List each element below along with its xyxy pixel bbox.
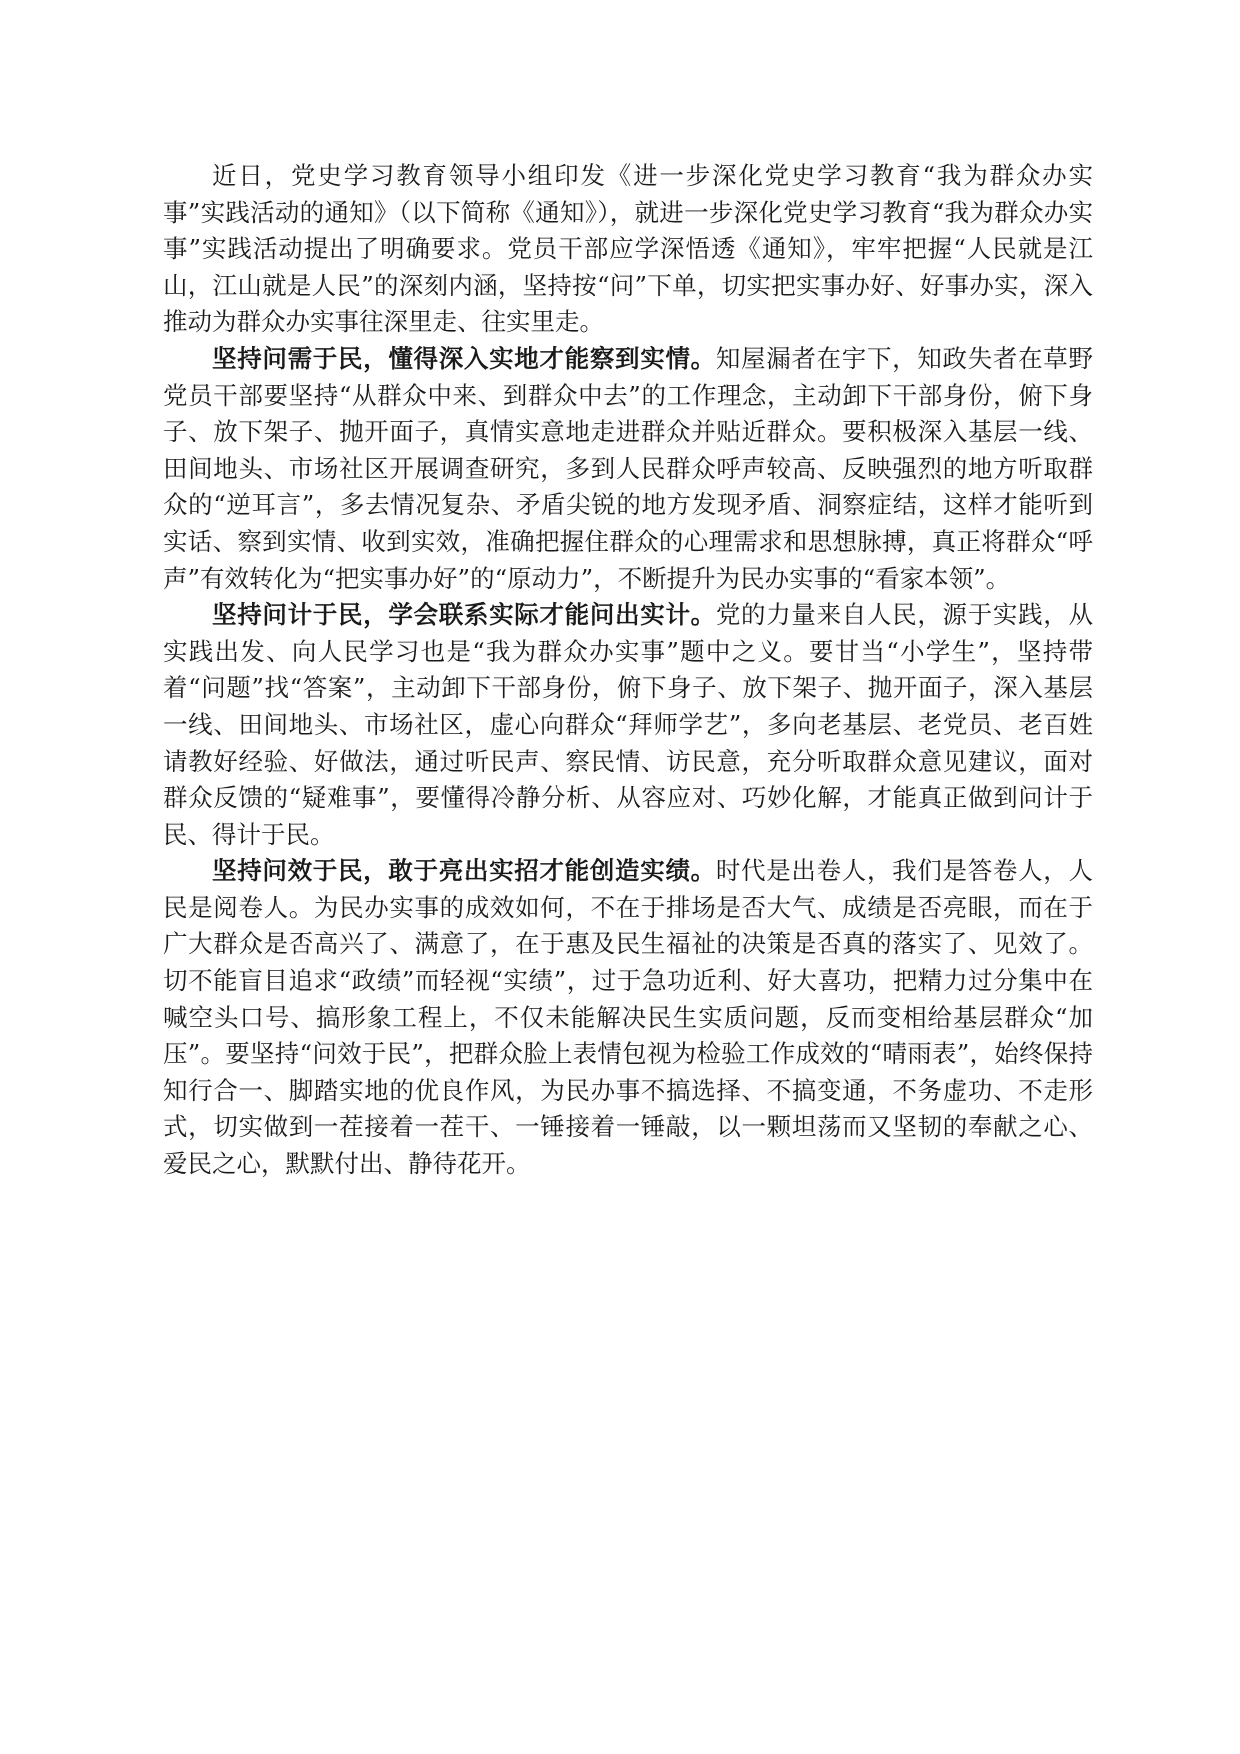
paragraph-text: 党的力量来自人民，源于实践，从实践出发、向人民学习也是“我为群众办实事”题中之义。要甘当“小学生”，坚持带着“问题”找“答案”，主动卸下干部身份，俯下身子、放下架子、抛开面子，深入基层一线、田间地头、市场社区，虚心向群众“拜师学艺”，多向老基层、老党员、老百姓请教好经验、好做法，通过听民声、察民情、访民意，充分听取群众意见建议，面对群众反馈的“疑难事”，要懂得冷静分析、从容应对、巧妙化解，才能真正做到问计于民、得计于民。 <box>163 600 1094 849</box>
paragraph-intro <box>163 158 1093 341</box>
article-body <box>163 158 1093 1183</box>
paragraph-ask-needs <box>163 341 1093 597</box>
paragraph-text: 知屋漏者在宇下，知政失者在草野党员干部要坚持“从群众中来、到群众中去”的工作理念，主动卸下干部身份，俯下身子、放下架子、抛开面子，真情实意地走进群众并贴近群众。要积极深入基层一线、田间地头、市场社区开展调查研究，多到人民群众呼声较高、反映强烈的地方听取群众的“逆耳言”，多去情况复杂、矛盾尖锐的地方发现矛盾、洞察症结，这样才能听到实话、察到实情、收到实效，准确把握住群众的心理需求和思想脉搏，真正将群众“呼声”有效转化为“把实事办好”的“原动力”，不断提升为民办实事的“看家本领”。 <box>163 343 1094 593</box>
paragraph-text: 近日，党史学习教育领导小组印发《进一步深化党史学习教育“我为群众办实事”实践活动的通知》（以下简称《通知》），就进一步深化党史学习教育“我为群众办实事”实践活动提出了明确要求。党员干部应学深悟透《通知》，牢牢把握“人民就是江山，江山就是人民”的深刻内涵，坚持按“问”下单，切实把实事办好、好事办实，深入推动为群众办实事往深里走、往实里走。 <box>163 161 1093 337</box>
paragraph-lead: 坚持问效于民，敢于亮出实招才能创造实绩。 <box>212 856 716 886</box>
paragraph-lead: 坚持问需于民，懂得深入实地才能察到实情。 <box>212 343 716 373</box>
paragraph-ask-results <box>163 853 1093 1182</box>
paragraph-ask-plans <box>163 597 1093 853</box>
paragraph-text: 时代是出卷人，我们是答卷人，人民是阅卷人。为民办实事的成效如何，不在于排场是否大气、成绩是否亮眼，而在于广大群众是否高兴了、满意了，在于惠及民生福祉的决策是否真的落实了、见效了。切不能盲目追求“政绩”而轻视“实绩”，过于急功近利、好大喜功，把精力过分集中在喊空头口号、搞形象工程上，不仅未能解决民生实质问题，反而变相给基层群众“加压”。要坚持“问效于民”，把群众脸上表情包视为检验工作成效的“晴雨表”，始终保持知行合一、脚踏实地的优良作风，为民办事不搞选择、不搞变通，不务虚功、不走形式，切实做到一茬接着一茬干、一锤接着一锤敲，以一颗坦荡而又坚韧的奉献之心、爱民之心，默默付出、静待花开。 <box>163 856 1094 1179</box>
paragraph-lead: 坚持问计于民，学会联系实际才能问出实计。 <box>212 600 716 630</box>
